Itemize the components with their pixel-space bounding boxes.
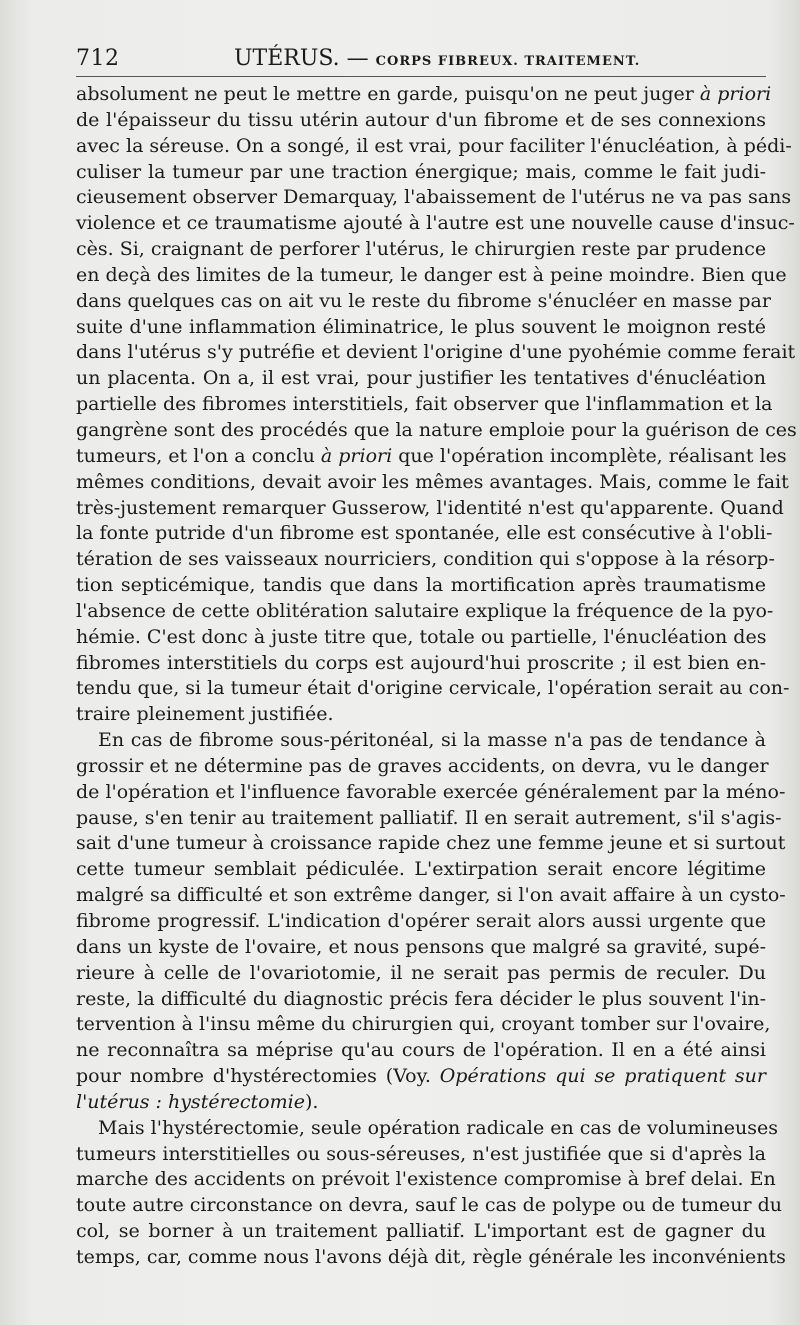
body-text (76, 82, 797, 1271)
line-text: col, se borner à un traitement palliatif. L'important est de gagner du (76, 1220, 766, 1243)
text-line (76, 1038, 766, 1064)
line-text: suite d'une inflammation éliminatrice, le plus souvent le moignon resté (76, 315, 766, 338)
italic-phrase: l'utérus : hystérectomie (76, 1090, 305, 1113)
italic-phrase: Opérations qui se pratiquent sur (439, 1065, 766, 1088)
line-text: gangrène sont des procédés que la nature emploie pour la guérison de ces (76, 418, 797, 441)
text-line (76, 470, 789, 496)
line-text: dans un kyste de l'ovaire, et nous pensons que malgré sa gravité, supé- (76, 935, 766, 958)
line-text: rieure à celle de l'ovariotomie, il ne serait pas permis de reculer. Du (76, 961, 766, 984)
line-text: culiser la tumeur par une traction énergique; mais, comme le fait judi- (76, 160, 766, 183)
text-line (76, 366, 766, 392)
line-text: tervention à l'insu même du chirurgien qui, croyant tomber sur l'ovaire, (76, 1013, 771, 1036)
line-text: grossir et ne détermine pas de graves accidents, on devra, vu le danger (76, 754, 769, 777)
text-line (76, 1064, 766, 1090)
line-text: marche des accidents on prévoit l'existence compromise à bref delai. En (76, 1168, 776, 1191)
line-text: un placenta. On a, il est vrai, pour justifier les tentatives d'énucléation (76, 367, 766, 390)
page-number: 712 (76, 46, 120, 71)
text-line (76, 263, 787, 289)
line-text: avec la séreuse. On a songé, il est vrai, pour faciliter l'énucléation, à pédi- (76, 134, 792, 157)
italic-phrase: à priori (320, 444, 393, 467)
running-title-sub: CORPS FIBREUX. TRAITEMENT. (375, 54, 641, 69)
text-line (76, 754, 769, 780)
text-line (76, 857, 766, 883)
line-text: dans l'utérus s'y putréfie et devient l'origine d'une pyohémie comme ferait (76, 341, 796, 364)
text-line (76, 185, 792, 211)
line-text: fibrome progressif. L'indication d'opérer serait alors aussi urgente que (76, 910, 766, 932)
line-text: en deçà des limites de la tumeur, le danger est à peine moindre. Bien que (76, 263, 787, 286)
text-line (76, 1167, 776, 1193)
text-line (76, 651, 766, 677)
line-text: malgré sa difficulté et son extrême danger, si l'on avait affaire à un cysto- (76, 884, 786, 907)
line-text: très-justement remarquer Gusserow, l'identité n'est qu'apparente. Quand (76, 496, 784, 519)
line-text: tération de ses vaisseaux nourriciers, condition qui s'oppose à la résorp- (76, 548, 775, 571)
line-text: Mais l'hystérectomie, seule opération radicale en cas de volumineuses (98, 1116, 779, 1139)
text-line (76, 961, 766, 987)
text-line (76, 831, 786, 857)
running-title-main: UTÉRUS. (234, 46, 340, 71)
text-line (76, 521, 773, 547)
text-line (76, 289, 771, 315)
text-line (76, 1245, 786, 1271)
line-text: En cas de fibrome sous-péritonéal, si la masse n'a pas de tendance à (98, 729, 766, 752)
line-text: cette tumeur semblait pédiculée. L'extirpation serait encore légitime (76, 858, 766, 881)
running-title-dash: — (346, 46, 369, 71)
line-text: de l'épaisseur du tissu utérin autour d'un fibrome et de ses connexions (76, 108, 766, 131)
line-text: traire pleinement justifiée. (76, 703, 334, 726)
text-line (76, 702, 766, 728)
text-line (76, 780, 786, 806)
running-header (76, 44, 766, 77)
italic-phrase: à priori (699, 83, 772, 105)
line-text: tion septicémique, tandis que dans la mortification après traumatisme (76, 574, 766, 597)
text-line (76, 160, 766, 186)
text-line (76, 676, 790, 702)
line-text-after: ). (304, 1090, 319, 1113)
line-text: fibromes interstitiels du corps est aujourd'hui proscrite ; il est bien en- (76, 651, 766, 674)
line-text: violence et ce traumatisme ajouté à l'autre est une nouvelle cause d'insuc- (76, 212, 795, 235)
text-line (76, 418, 797, 444)
text-line (76, 625, 766, 651)
text-line (76, 1090, 766, 1116)
text-line (76, 211, 795, 237)
text-line (76, 1142, 766, 1168)
line-text: la fonte putride d'un fibrome est spontanée, elle est consécutive à l'obli- (76, 522, 773, 545)
text-line (76, 340, 796, 366)
text-line (76, 728, 766, 754)
text-line (76, 599, 774, 625)
text-line (76, 909, 766, 935)
text-line (76, 806, 782, 832)
text-line (76, 496, 784, 522)
text-line (76, 547, 775, 573)
line-text: partielle des fibromes interstitiels, fait observer que l'inflammation et la (76, 393, 773, 416)
line-text: reste, la difficulté du diagnostic précis fera décider le plus souvent l'in- (76, 987, 766, 1010)
text-line (76, 1193, 782, 1219)
line-text: cieusement observer Demarquay, l'abaissement de l'utérus ne va pas sans (76, 186, 792, 209)
line-text: dans quelques cas on ait vu le reste du fibrome s'énucléer en masse par (76, 289, 771, 312)
text-line (76, 987, 766, 1013)
line-text: tendu que, si la tumeur était d'origine cervicale, l'opération serait au con- (76, 677, 790, 700)
text-line (76, 237, 766, 263)
line-text: tumeurs, et l'on a conclu (76, 444, 321, 467)
line-text: hémie. C'est donc à juste titre que, totale ou partielle, l'énucléation des (76, 625, 767, 648)
text-line (76, 82, 772, 108)
text-line (76, 883, 786, 909)
running-title (234, 46, 640, 71)
text-line (76, 134, 792, 160)
text-line (76, 444, 787, 470)
text-line (76, 108, 766, 134)
line-text: mêmes conditions, devait avoir les mêmes avantages. Mais, comme le fait (76, 470, 789, 493)
line-text: pour nombre d'hystérectomies (Voy. (76, 1065, 440, 1088)
text-line (76, 573, 766, 599)
line-text: cès. Si, craignant de perforer l'utérus, le chirurgien reste par prudence (76, 238, 767, 261)
line-text: temps, car, comme nous l'avons déjà dit, règle générale les inconvénients (76, 1245, 786, 1268)
text-line (76, 1219, 766, 1245)
line-text: sait d'une tumeur à croissance rapide chez une femme jeune et si surtout (76, 832, 786, 855)
line-text: tumeurs interstitielles ou sous-séreuses, n'est justifiée que si d'après la (76, 1142, 766, 1165)
line-text: pause, s'en tenir au traitement palliatif. Il en serait autrement, s'il s'agis- (76, 806, 782, 829)
text-line (76, 1012, 771, 1038)
text-line (76, 935, 766, 961)
line-text: absolument ne peut le mettre en garde, puisqu'on ne peut juger (76, 83, 700, 105)
line-text: de l'opération et l'influence favorable exercée généralement par la méno- (76, 780, 786, 803)
text-line (76, 1116, 779, 1142)
text-line (76, 392, 773, 418)
line-text: l'absence de cette oblitération salutaire explique la fréquence de la pyo- (76, 599, 774, 622)
text-line (76, 315, 766, 341)
line-text: ne reconnaîtra sa méprise qu'au cours de l'opération. Il en a été ainsi (76, 1039, 766, 1062)
line-text: toute autre circonstance on devra, sauf le cas de polype ou de tumeur du (76, 1194, 782, 1217)
line-text-after: que l'opération incomplète, réalisant les (392, 444, 787, 467)
